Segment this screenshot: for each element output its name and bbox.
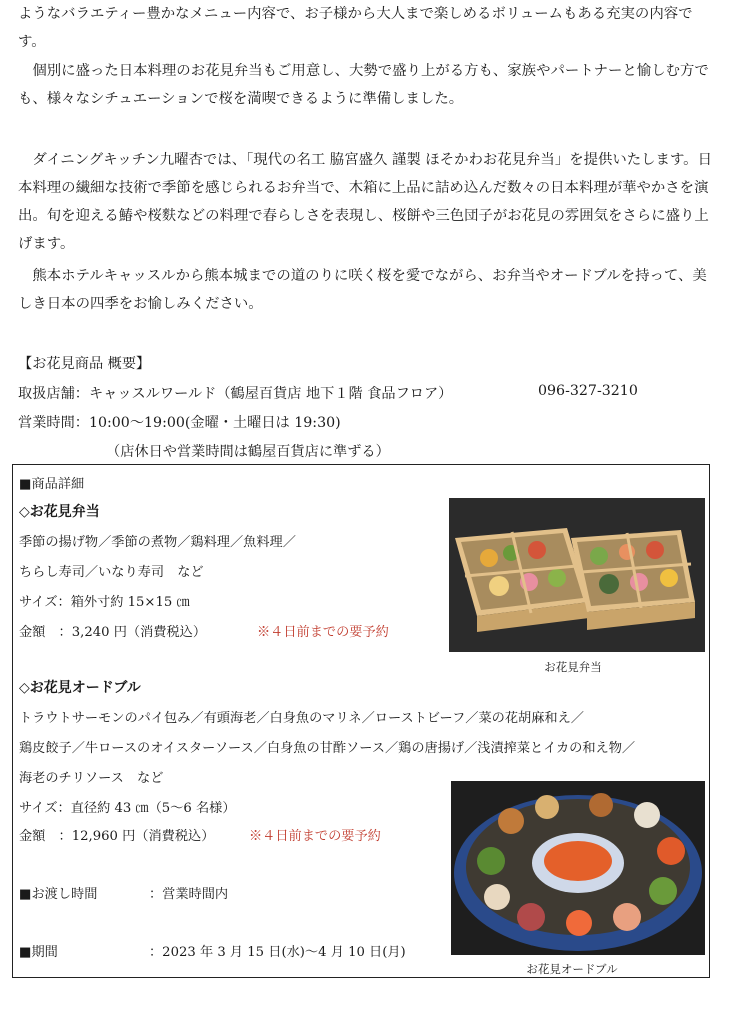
period-value: ：2023 年 3 月 15 日(水)～4 月 10 日(月): [149, 945, 406, 960]
delivery-time-value: ：営業時間内: [149, 887, 229, 902]
bento-photo: [449, 498, 705, 652]
store-info: 取扱店舗：キャッスルワールド（鶴屋百貨店 地下１階 食品フロア）: [18, 386, 453, 402]
intro-paragraph-3: ダイニングキッチン九曜杏では、「現代の名工 脇宮盛久 謹製 ほそかわお花見弁当」を提供いたします。日本料理の繊細な技術で季節を感じられるお弁当で、木箱に上品に詰め込んだ数々の日本料理が華やかさを演出。旬を迎える鰆や桜麩などの料理で春らしさを表現し、桜餅や三色団子がお花見の雰囲気をさらに盛り上げます。: [18, 152, 712, 252]
bento-title: ◇お花見弁当: [19, 504, 100, 520]
hors-doeuvre-menu-line-1: トラウトサーモンのパイ包み／有頭海老／白身魚のマリネ／ローストビーフ／菜の花胡麻和え／: [19, 711, 584, 726]
period-label: ■期間: [19, 945, 58, 960]
bento-photo-caption: お花見弁当: [544, 660, 602, 674]
bento-menu-line-1: 季節の揚げ物／季節の煮物／鶏料理／魚料理／: [19, 535, 296, 550]
hors-doeuvre-photo: [451, 781, 705, 955]
business-hours: 営業時間：10:00～19:00(金曜・土曜日は 19:30): [18, 415, 341, 431]
hors-doeuvre-title: ◇お花見オードブル: [19, 680, 141, 696]
hors-doeuvre-reservation-note: ※４日前までの要予約: [249, 829, 381, 844]
bento-price: 金額 ：3,240 円（消費税込）: [19, 625, 207, 640]
hors-doeuvre-photo-caption: お花見オードブル: [526, 962, 618, 976]
bento-boxes-image: [449, 498, 705, 652]
intro-paragraph-2: 個別に盛った日本料理のお花見弁当もご用意し、大勢で盛り上がる方も、家族やパートナーと愉しむ方でも、様々なシチュエーションで桜を満喫できるように準備しました。: [18, 63, 709, 107]
product-details-box: [12, 464, 710, 978]
intro-paragraph-4: 熊本ホテルキャッスルから熊本城までの道のりに咲く桜を愛でながら、お弁当やオードブルを持って、美しき日本の四季をお愉しみください。: [18, 268, 707, 312]
hors-doeuvre-menu-line-3: 海老のチリソース など: [19, 771, 164, 786]
overview-heading: 【お花見商品 概要】: [18, 356, 151, 372]
hors-doeuvre-menu-line-2: 鶏皮餃子／牛ロースのオイスターソース／白身魚の甘酢ソース／鶏の唐揚げ／浅漬搾菜とイカの和え物／: [19, 741, 636, 756]
store-phone: 096-327-3210: [538, 383, 638, 399]
hors-doeuvre-platter-image: [451, 781, 705, 955]
intro-paragraph-1: ようなバラエティー豊かなメニュー内容で、お子様から大人まで楽しめるボリュームもある充実の内容です。: [18, 6, 693, 50]
hors-doeuvre-price: 金額 ：12,960 円（消費税込）: [19, 829, 215, 844]
bento-reservation-note: ※４日前までの要予約: [257, 625, 389, 640]
bento-menu-line-2: ちらし寿司／いなり寿司 など: [19, 565, 204, 580]
delivery-time-label: ■お渡し時間: [19, 887, 98, 902]
details-heading: ■商品詳細: [19, 477, 85, 492]
bento-size: サイズ：箱外寸約 15×15 ㎝: [19, 595, 190, 610]
hors-doeuvre-size: サイズ：直径約 43 ㎝（5～6 名様）: [19, 801, 236, 816]
business-hours-note: （店休日や営業時間は鶴屋百貨店に準ずる）: [106, 444, 390, 460]
